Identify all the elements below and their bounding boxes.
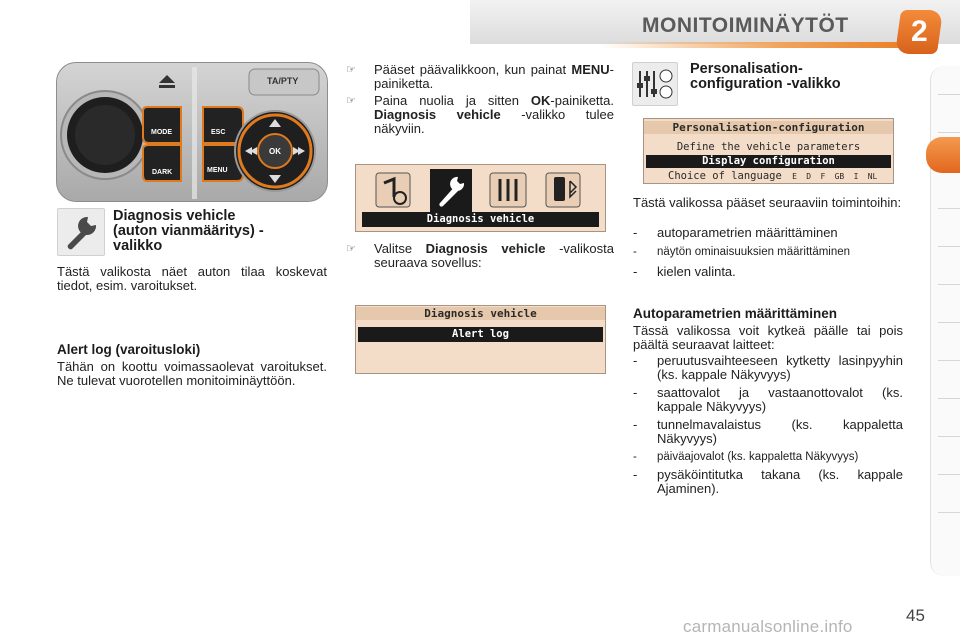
list-item: - näytön ominaisuuksien määrittäminen [633,246,851,258]
list-item-text: saattovalot ja vastaanottovalot (ks. kappale Näkyvyys) [657,385,903,414]
diagnosis-title-line: valikko [113,238,163,254]
list-item-text: pysäköintitutka takana (ks. kappale Ajaminen). [657,467,903,496]
choice-of-language-item[interactable] [644,170,893,182]
alert-log-item[interactable]: Alert log [358,327,603,342]
list-item-text: kielen valinta. [657,264,736,279]
instruction-keyword: Diagnosis vehicle [374,107,501,122]
button-menu[interactable]: MENU [207,167,228,174]
pointing-hand-icon: ☞ [346,95,356,107]
pointing-hand-icon: ☞ [346,243,356,255]
diagnosis-wrench-icon [430,169,472,215]
list-item-text: tunnelmavalaistus (ks. kappaletta Näkyvyys) [657,417,903,446]
page-number: 45 [906,606,925,625]
alert-log-description: Tähän on koottu voimassaolevat varoitukset. Ne tulevat vuorotellen monitoiminäyttöön. [57,359,327,388]
personalisation-list [633,226,903,283]
choice-of-language-label: Choice of language [668,170,782,182]
chapter-number: 2 [910,15,928,48]
instruction-menu [346,63,614,91]
page-title: MONITOIMINÄYTÖT [642,14,849,37]
list-item: - autoparametrien määrittäminen [633,225,838,240]
personalisation-screen-title: Personalisation-configuration [644,121,893,134]
language-flag: GB [834,172,845,181]
list-item: - pysäköintitutka takana (ks. kappale Ajaminen). [633,467,903,496]
diagnosis-title-line: Diagnosis vehicle [113,208,236,224]
instruction-text: -valikosta seuraava sovellus: [374,241,614,270]
menu-icons [356,165,605,215]
list-item: - kielen valinta. [633,264,736,279]
diagnosis-title [113,209,264,254]
button-ta-pty[interactable]: TA/PTY [267,76,299,86]
instruction-text: -valikko tulee näkyviin. [374,107,614,136]
list-item-text: peruutusvaihteeseen kytketty lasinpyyhin (ks. kappale Näkyvyys) [657,353,903,382]
define-vehicle-parameters-item[interactable]: Define the vehicle parameters [676,141,861,153]
wrench-icon [58,209,104,255]
language-flag: E [792,172,797,181]
button-dark[interactable]: DARK [152,169,173,176]
instruction-keyword: MENU [571,62,610,77]
instruction-text: -painiketta. [374,62,614,91]
button-mode[interactable]: MODE [151,129,172,136]
side-tab[interactable] [938,398,960,399]
diagnosis-title-line: (auton vianmääritys) - [113,223,264,239]
button-ok[interactable]: OK [269,147,281,156]
autoparam-description: Tässä valikossa voit kytkeä päälle tai pois päältä seuraavat laitteet: [633,323,903,352]
list-item-text: näytön ominaisuuksien määrittäminen [657,246,851,258]
personalisation-screen [643,118,894,184]
watermark: carmanualsonline.info [683,617,853,636]
personalisation-title-line: Personalisation- [690,61,803,77]
list-item: - saattovalot ja vastaanottovalot (ks. kappale Näkyvyys) [633,385,903,414]
language-flag: NL [867,172,878,181]
side-tab[interactable] [938,474,960,475]
list-item: - peruutusvaihteeseen kytketty lasinpyyhin (ks. kappale Näkyvyys) [633,353,903,382]
settings-sliders-icon [633,63,677,105]
main-menu-screen [355,164,606,232]
diagnosis-icon-box [57,208,105,256]
side-tab[interactable] [938,436,960,437]
autoparam-title: Autoparametrien määrittäminen [633,306,838,321]
instruction-select [346,242,614,270]
header-stripe [600,42,900,48]
phone-bluetooth-icon [546,173,580,207]
audio-icon [376,173,410,207]
personalisation-description: Tästä valikossa pääset seuraaviin toimintoihin: [633,195,902,210]
pointing-hand-icon: ☞ [346,64,356,76]
side-tab[interactable] [938,132,960,133]
instruction-keyword: OK [530,93,551,108]
autoparam-list [633,354,903,500]
diagnosis-screen [355,305,606,374]
instruction-text: -painiketta. [550,93,614,108]
alert-log-title: Alert log (varoitusloki) [57,342,201,357]
display-configuration-item[interactable]: Display configuration [646,155,891,168]
side-tab-active[interactable] [926,137,960,173]
side-tab[interactable] [938,322,960,323]
button-esc[interactable]: ESC [211,129,226,136]
list-item: - tunnelmavalaistus (ks. kappaletta Näkyvyys) [633,417,903,446]
instruction-ok [346,94,614,136]
diagnosis-screen-title: Diagnosis vehicle [356,307,605,320]
chapter-badge [895,10,943,54]
side-tab[interactable] [938,360,960,361]
list-item-text: päiväajovalot (ks. kappaletta Näkyvyys) [657,451,859,463]
language-flag: D [806,172,812,181]
control-panel-photo [56,62,328,202]
side-tab[interactable] [938,284,960,285]
personalisation-icon-box [632,62,678,106]
instruction-text: Paina nuolia ja sitten [374,93,531,108]
settings-sliders-icon [490,173,526,207]
list-item: - päiväajovalot (ks. kappaletta Näkyvyys) [633,451,859,463]
side-tab[interactable] [938,512,960,513]
instruction-keyword: Diagnosis vehicle [425,241,546,256]
side-tab[interactable] [938,246,960,247]
language-flag: F [820,172,826,181]
personalisation-title [690,62,841,92]
instruction-text: Valitse [374,241,426,256]
personalisation-title-line: configuration -valikko [690,76,841,92]
diagnosis-description: Tästä valikosta näet auton tilaa koskevat tiedot, esim. varoitukset. [57,264,327,293]
side-tab[interactable] [938,208,960,209]
list-item-text: autoparametrien määrittäminen [657,225,838,240]
side-tab[interactable] [938,94,960,95]
language-flag: I [853,172,859,181]
main-menu-selected[interactable]: Diagnosis vehicle [362,212,599,227]
instruction-text: Pääset päävalikkoon, kun painat [374,62,572,77]
